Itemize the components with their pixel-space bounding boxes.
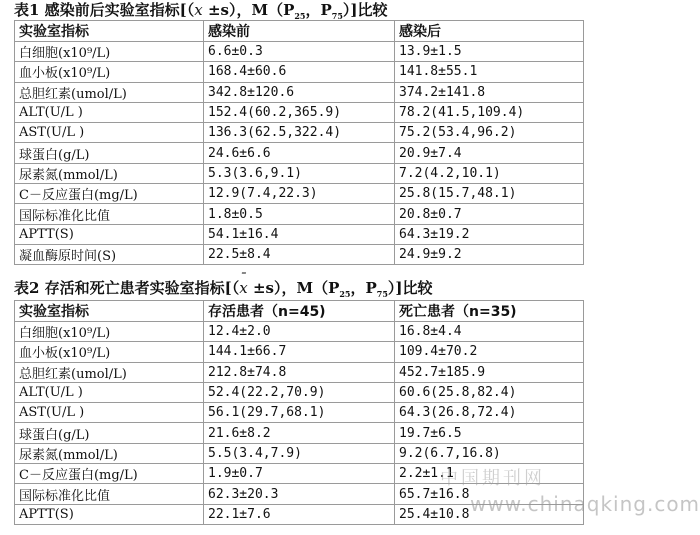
value-cell: 452.7±185.9 xyxy=(395,362,584,382)
table1-caption-suffix: ）]比较 xyxy=(342,1,388,19)
table1-caption-mid: ±s），M（P xyxy=(202,1,295,19)
value-cell: 65.7±16.8 xyxy=(395,484,584,504)
indicator-name-cell: 血小板(x10⁹/L) xyxy=(15,342,204,362)
indicator-name-cell: 白细胞(x10⁹/L) xyxy=(15,42,204,62)
value-cell: 19.7±6.5 xyxy=(395,423,584,443)
value-cell: 25.4±10.8 xyxy=(395,504,584,524)
value-cell: 136.3(62.5,322.4) xyxy=(204,123,395,143)
indicator-name-cell: 球蛋白(g/L) xyxy=(15,143,204,163)
table-row xyxy=(15,123,584,143)
value-cell: 25.8(15.7,48.1) xyxy=(395,184,584,204)
watermark-cn: 中国期刊网 xyxy=(440,468,545,489)
indicator-name-cell: APTT(S) xyxy=(15,504,204,524)
table1-header-cell: 实验室指标 xyxy=(15,21,204,42)
indicator-name-cell: 国际标准化比值 xyxy=(15,204,204,224)
value-cell: 109.4±70.2 xyxy=(395,342,584,362)
table-row xyxy=(15,42,584,62)
table1-caption-sub2: 75 xyxy=(331,11,343,21)
indicator-name-cell: 血小板(x10⁹/L) xyxy=(15,62,204,82)
indicator-name-cell: 尿素氮(mmol/L) xyxy=(15,163,204,183)
value-cell: 12.9(7.4,22.3) xyxy=(204,184,395,204)
watermark-url: www.chinaqking.com xyxy=(470,492,700,516)
table-row xyxy=(15,143,584,163)
value-cell: 64.3(26.8,72.4) xyxy=(395,403,584,423)
table1-caption-xbar: ¯ x xyxy=(194,0,202,20)
value-cell: 6.6±0.3 xyxy=(204,42,395,62)
value-cell: 24.6±6.6 xyxy=(204,143,395,163)
table2-caption-prefix: 表2 存活和死亡患者实验室指标[（ xyxy=(14,279,240,297)
table-row xyxy=(15,342,584,362)
table2-caption-mid: ±s），M（P xyxy=(247,279,340,297)
value-cell: 22.1±7.6 xyxy=(204,504,395,524)
indicator-name-cell: ALT(U/L ) xyxy=(15,382,204,402)
value-cell: 52.4(22.2,70.9) xyxy=(204,382,395,402)
value-cell: 62.3±20.3 xyxy=(204,484,395,504)
table1 xyxy=(14,20,584,265)
value-cell: 13.9±1.5 xyxy=(395,42,584,62)
table-row xyxy=(15,163,584,183)
table-row xyxy=(15,322,584,342)
value-cell: 9.2(6.7,16.8) xyxy=(395,443,584,463)
value-cell: 54.1±16.4 xyxy=(204,224,395,244)
table-row xyxy=(15,362,584,382)
value-cell: 56.1(29.7,68.1) xyxy=(204,403,395,423)
indicator-name-cell: 球蛋白(g/L) xyxy=(15,423,204,443)
table1-header-cell: 感染前 xyxy=(204,21,395,42)
value-cell: 1.8±0.5 xyxy=(204,204,395,224)
value-cell: 22.5±8.4 xyxy=(204,244,395,264)
value-cell: 12.4±2.0 xyxy=(204,322,395,342)
indicator-name-cell: ALT(U/L ) xyxy=(15,102,204,122)
value-cell: 144.1±66.7 xyxy=(204,342,395,362)
table2-caption-xbar: ¯ x xyxy=(239,278,247,298)
indicator-name-cell: C－反应蛋白(mg/L) xyxy=(15,464,204,484)
table1-caption-sub1: 25 xyxy=(294,11,306,21)
indicator-name-cell: AST(U/L ) xyxy=(15,403,204,423)
value-cell: 1.9±0.7 xyxy=(204,464,395,484)
table-row xyxy=(15,62,584,82)
table1-header-cell: 感染后 xyxy=(395,21,584,42)
table-row xyxy=(15,82,584,102)
value-cell: 168.4±60.6 xyxy=(204,62,395,82)
indicator-name-cell: 白细胞(x10⁹/L) xyxy=(15,322,204,342)
value-cell: 16.8±4.4 xyxy=(395,322,584,342)
value-cell: 212.8±74.8 xyxy=(204,362,395,382)
indicator-name-cell: 总胆红素(umol/L) xyxy=(15,362,204,382)
table-row xyxy=(15,102,584,122)
value-cell: 342.8±120.6 xyxy=(204,82,395,102)
table2-header-cell: 实验室指标 xyxy=(15,301,204,322)
table-row xyxy=(15,244,584,264)
value-cell: 75.2(53.4,96.2) xyxy=(395,123,584,143)
indicator-name-cell: C－反应蛋白(mg/L) xyxy=(15,184,204,204)
value-cell: 7.2(4.2,10.1) xyxy=(395,163,584,183)
table2-caption-mid2: ，P xyxy=(350,279,377,297)
table2-header-row xyxy=(15,301,584,322)
value-cell: 78.2(41.5,109.4) xyxy=(395,102,584,122)
table2-caption-sub1: 25 xyxy=(339,289,351,299)
value-cell: 24.9±9.2 xyxy=(395,244,584,264)
table2-caption-sub2: 75 xyxy=(376,289,388,299)
value-cell: 20.8±0.7 xyxy=(395,204,584,224)
table-row xyxy=(15,184,584,204)
table1-header-row xyxy=(15,21,584,42)
table-row xyxy=(15,423,584,443)
indicator-name-cell: 尿素氮(mmol/L) xyxy=(15,443,204,463)
indicator-name-cell: 总胆红素(umol/L) xyxy=(15,82,204,102)
value-cell: 64.3±19.2 xyxy=(395,224,584,244)
table1-caption-mid2: ，P xyxy=(305,1,332,19)
table2-caption-suffix: ）]比较 xyxy=(387,279,433,297)
table-row xyxy=(15,443,584,463)
indicator-name-cell: 国际标准化比值 xyxy=(15,484,204,504)
value-cell: 21.6±8.2 xyxy=(204,423,395,443)
value-cell: 5.5(3.4,7.9) xyxy=(204,443,395,463)
value-cell: 5.3(3.6,9.1) xyxy=(204,163,395,183)
table-row xyxy=(15,382,584,402)
value-cell: 2.2±1.1 xyxy=(395,464,584,484)
indicator-name-cell: APTT(S) xyxy=(15,224,204,244)
table-row xyxy=(15,403,584,423)
value-cell: 374.2±141.8 xyxy=(395,82,584,102)
table2-header-cell: 存活患者（n=45) xyxy=(204,301,395,322)
table1-caption-prefix: 表1 感染前后实验室指标[（ xyxy=(14,1,195,19)
table-row xyxy=(15,204,584,224)
value-cell: 141.8±55.1 xyxy=(395,62,584,82)
table2-header-cell: 死亡患者（n=35) xyxy=(395,301,584,322)
value-cell: 152.4(60.2,365.9) xyxy=(204,102,395,122)
value-cell: 20.9±7.4 xyxy=(395,143,584,163)
table-row xyxy=(15,224,584,244)
indicator-name-cell: 凝血酶原时间(S) xyxy=(15,244,204,264)
value-cell: 60.6(25.8,82.4) xyxy=(395,382,584,402)
indicator-name-cell: AST(U/L ) xyxy=(15,123,204,143)
